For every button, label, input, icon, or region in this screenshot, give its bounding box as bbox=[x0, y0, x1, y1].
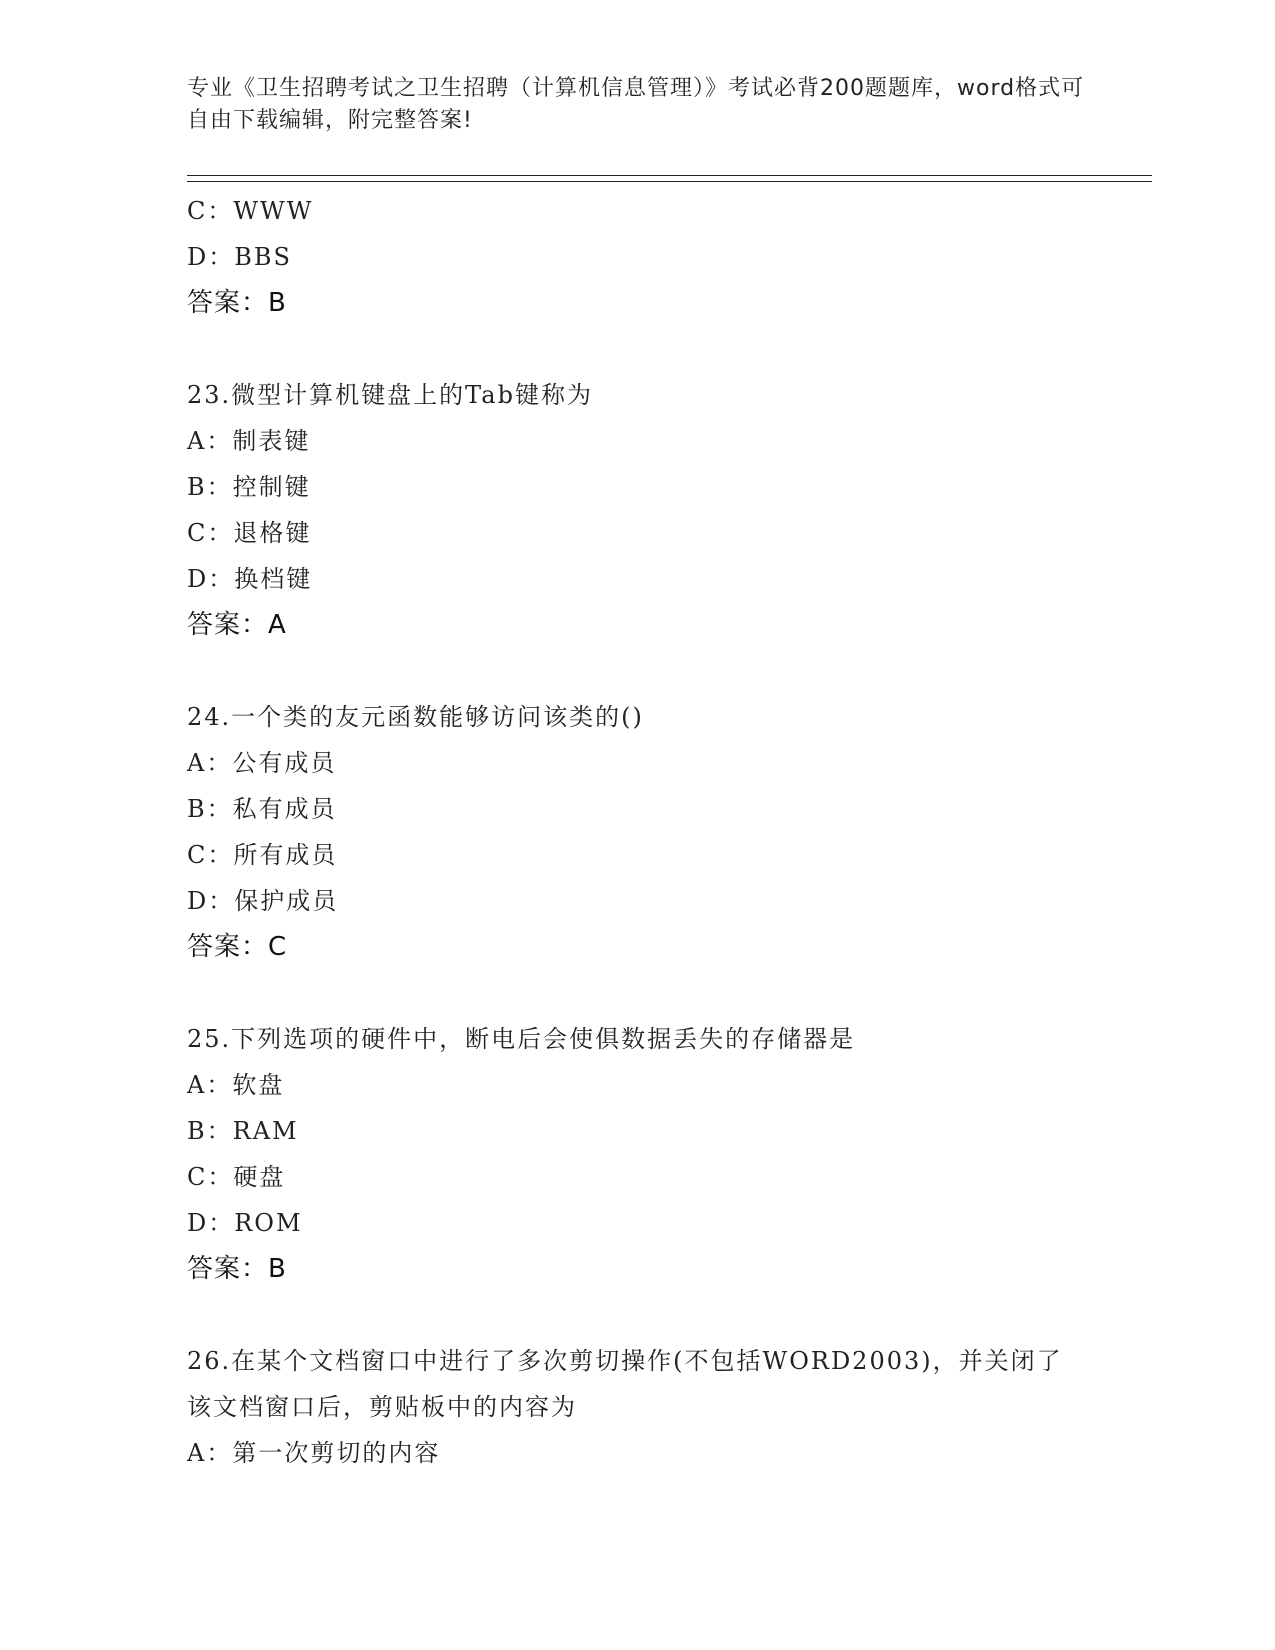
question-list bbox=[187, 188, 1087, 1476]
spacer bbox=[187, 970, 1087, 1016]
option-d: D：ROM bbox=[187, 1209, 303, 1237]
question-text: 25.下列选项的硬件中，断电后会使俱数据丢失的存储器是 bbox=[187, 1025, 856, 1053]
spacer bbox=[187, 1292, 1087, 1338]
question-block-23 bbox=[187, 372, 1087, 648]
answer-line: 答案：B bbox=[187, 1254, 287, 1284]
option-d: D：BBS bbox=[187, 243, 292, 271]
option-c: C：硬盘 bbox=[187, 1163, 286, 1191]
spacer bbox=[187, 326, 1087, 372]
question-block-24 bbox=[187, 694, 1087, 970]
option-c: C：WWW bbox=[187, 197, 314, 225]
option-a: A：第一次剪切的内容 bbox=[187, 1439, 441, 1467]
header-rule-top bbox=[187, 175, 1152, 176]
option-a: A：软盘 bbox=[187, 1071, 285, 1099]
answer-line: 答案：C bbox=[187, 932, 288, 962]
answer-line: 答案：B bbox=[187, 288, 287, 318]
question-block-22 bbox=[187, 188, 1087, 326]
option-b: B：控制键 bbox=[187, 473, 311, 501]
question-text: 24.一个类的友元函数能够访问该类的() bbox=[187, 703, 644, 731]
option-d: D：保护成员 bbox=[187, 887, 339, 915]
option-c: C：退格键 bbox=[187, 519, 312, 547]
question-text: 23.微型计算机键盘上的Tab键称为 bbox=[187, 381, 593, 409]
spacer bbox=[187, 648, 1087, 694]
option-c: C：所有成员 bbox=[187, 841, 338, 869]
option-b: B：RAM bbox=[187, 1117, 299, 1145]
header-title: 专业《卫生招聘考试之卫生招聘（计算机信息管理）》考试必背200题题库，word格式可自由下载编辑，附完整答案! bbox=[187, 76, 1085, 133]
question-block-26 bbox=[187, 1338, 1087, 1476]
document-header bbox=[187, 73, 1087, 137]
option-d: D：换档键 bbox=[187, 565, 313, 593]
option-b: B：私有成员 bbox=[187, 795, 337, 823]
answer-line: 答案：A bbox=[187, 610, 287, 640]
option-a: A：公有成员 bbox=[187, 749, 337, 777]
header-rule-bottom bbox=[187, 181, 1152, 182]
option-a: A：制表键 bbox=[187, 427, 311, 455]
question-block-25 bbox=[187, 1016, 1087, 1292]
question-text: 26.在某个文档窗口中进行了多次剪切操作(不包括WORD2003)，并关闭了该文档窗口后，剪贴板中的内容为 bbox=[187, 1347, 1063, 1421]
